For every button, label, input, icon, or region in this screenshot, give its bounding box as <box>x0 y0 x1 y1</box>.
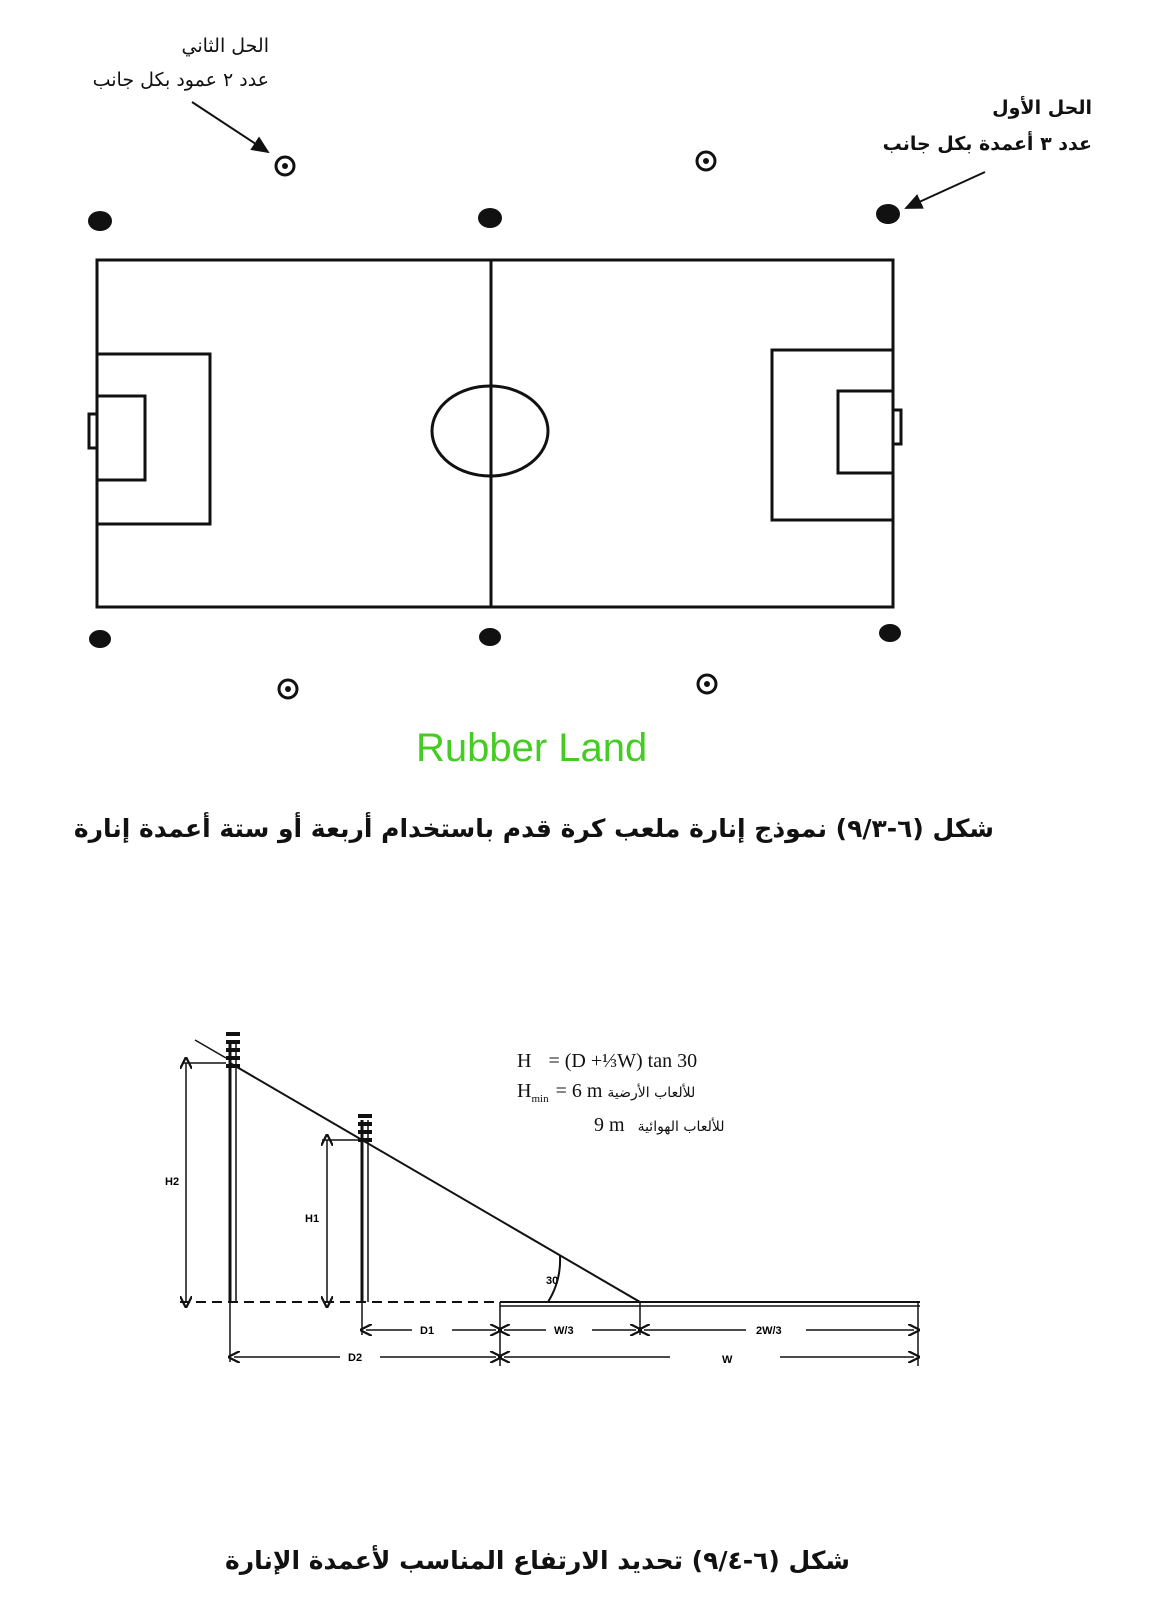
first-solution-subtitle: عدد ٣ أعمدة بكل جانب <box>882 133 1092 155</box>
label-h1: H1 <box>305 1213 320 1225</box>
left-penalty-area <box>97 354 210 524</box>
lamp-head-short <box>358 1116 372 1140</box>
label-angle: 30 <box>546 1275 559 1287</box>
formula-expression: = (D +⅓W) tan 30 <box>548 1050 698 1072</box>
formula-h: H <box>517 1050 532 1072</box>
right-goal-area <box>838 391 893 473</box>
formula-hmin-value: = 6 m <box>555 1080 603 1102</box>
watermark: Rubber Land <box>416 726 648 770</box>
label-w23: 2W/3 <box>756 1325 782 1337</box>
pole-solid-top-right <box>876 204 900 224</box>
formula-air-games: للألعاب الهوائية <box>637 1119 725 1135</box>
first-solution-arrow <box>906 172 985 208</box>
first-solution-title: الحل الأول <box>992 97 1092 119</box>
label-h2: H2 <box>165 1176 180 1188</box>
pitch-diagram <box>0 0 1162 740</box>
right-penalty-area <box>772 350 893 520</box>
formula-line-1 <box>517 1050 697 1073</box>
right-goal <box>893 410 901 444</box>
figure1-caption: شكل (٦-٩/٣) نموذج إنارة ملعب كرة قدم باستخدام أربعة أو ستة أعمدة إنارة <box>73 814 994 843</box>
label-d2: D2 <box>348 1352 363 1364</box>
pole-solid-bottom-center <box>479 628 501 646</box>
left-goal <box>89 414 97 448</box>
label-w: W <box>722 1354 733 1366</box>
figure2-caption: شكل (٦-٩/٤) تحديد الارتفاع المناسب لأعمدة الإنارة <box>224 1546 850 1575</box>
pole-solid-bottom-right <box>879 624 901 642</box>
pole-solid-bottom-left <box>89 630 111 648</box>
formula-line-2 <box>517 1080 695 1105</box>
formula-air-value: 9 m <box>594 1114 625 1136</box>
second-solution-title: الحل الثاني <box>181 35 269 57</box>
label-w3: W/3 <box>554 1325 574 1337</box>
label-d1: D1 <box>420 1325 435 1337</box>
formula-line-3 <box>594 1114 724 1137</box>
formula-hmin-sub: min <box>531 1093 549 1105</box>
pitch-boundary <box>97 260 893 607</box>
lamp-head-tall <box>226 1034 240 1066</box>
pole-solid-top-center <box>478 208 502 228</box>
formula-ground-games: للألعاب الأرضية <box>607 1085 696 1101</box>
second-solution-subtitle: عدد ٢ عمود بكل جانب <box>92 69 269 91</box>
formula-hmin: H <box>517 1080 532 1102</box>
pole-height-diagram <box>0 1020 1162 1400</box>
pole-solid-top-left <box>88 211 112 231</box>
left-goal-area <box>97 396 145 480</box>
second-solution-arrow <box>192 102 268 152</box>
